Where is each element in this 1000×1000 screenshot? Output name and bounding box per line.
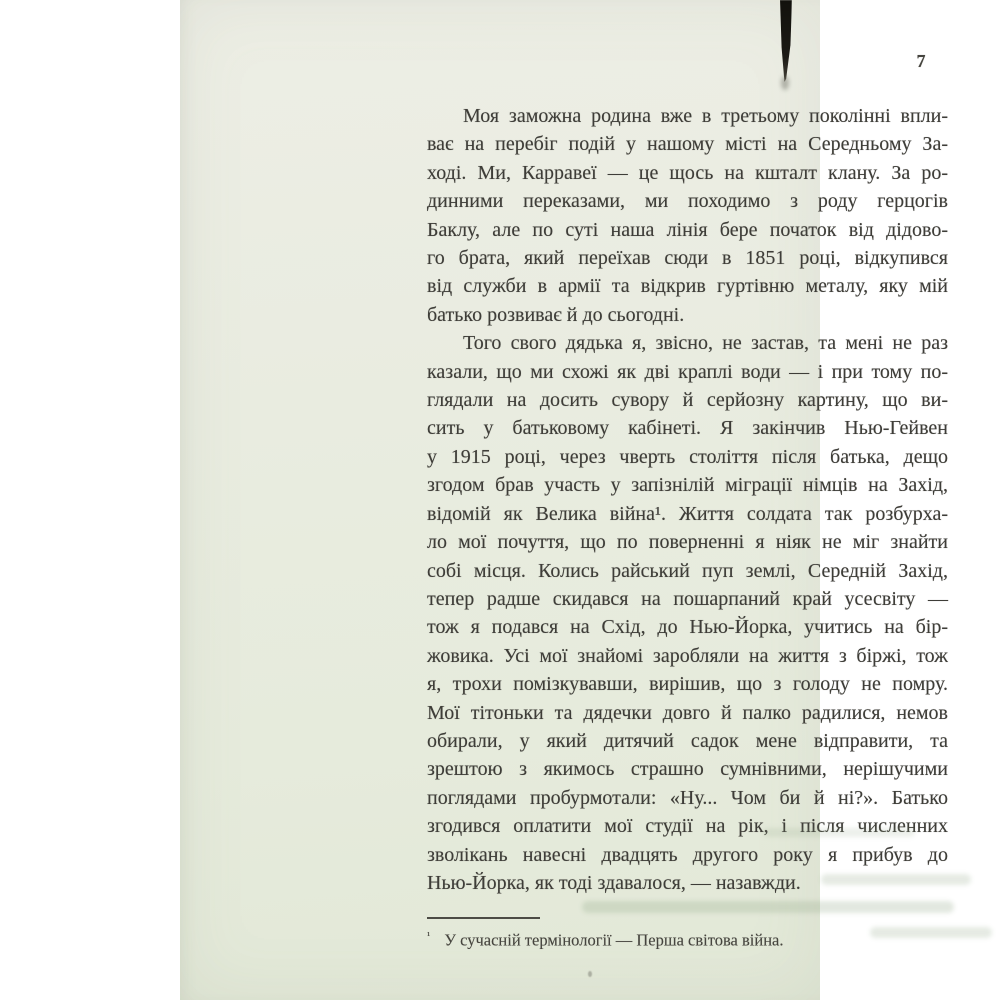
paragraph (427, 102, 948, 329)
text-line: ході. Ми, Карравеї — це щось на кшталт клану. За ро- (427, 161, 948, 184)
text-line: собі місця. Колись райський пуп землі, Середній Захід, (427, 559, 948, 582)
text-line: сить у батьковому кабінеті. Я закінчив Нью-Гейвен (427, 417, 948, 440)
text-line: го брата, який переїхав сюди в 1851 році, відкупився (427, 247, 948, 270)
bleed-through-text (582, 901, 954, 913)
text-line: відомій як Велика війна¹. Життя солдата так розбурха- (427, 502, 948, 525)
page-text (427, 102, 948, 897)
bleed-through-text (763, 828, 915, 837)
text-line: зволікань навесні двадцять другого року я прибув до (427, 843, 948, 866)
footnote-text: У сучасній термінології — Перша світова війна. (444, 930, 784, 950)
text-line: я, трохи помізкувавши, вирішив, що з голоду не помру. (427, 673, 948, 696)
book-cover-edge-smudge (781, 76, 789, 90)
text-line: батько розвиває й до сьогодні. (427, 303, 685, 326)
text-line: обирали, у який дитячий садок мене відправити, та (427, 729, 948, 752)
text-line: згодився оплатити мої студії на рік, і після численних (427, 815, 948, 838)
paper-speck (588, 971, 592, 977)
text-line: тож я подався на Схід, до Нью-Йорка, учитись на бір- (427, 616, 948, 639)
page-number: 7 (916, 51, 926, 71)
text-line: ло мої почуття, що по поверненні я ніяк не міг знайти (427, 531, 948, 554)
text-line: згодом брав участь у запізнілій міграції німців на Захід, (427, 474, 948, 497)
bleed-through-text (821, 874, 971, 885)
text-line: казали, що ми схожі як дві краплі води — і при тому по- (427, 360, 948, 383)
paragraph (427, 329, 948, 897)
text-line: поглядами пробурмотали: «Ну... Чом би й ні?». Батько (427, 786, 948, 809)
text-line: Мої тітоньки та дядечки довго й палко радилися, немов (427, 701, 948, 724)
footnote-divider (427, 917, 540, 919)
footnote (427, 926, 948, 951)
text-line: Моя заможна родина вже в третьому поколінні впли- (463, 105, 948, 127)
text-line: від служби в армії та відкрив гуртівню металу, яку мій (427, 275, 948, 298)
text-line: Того свого дядька я, звісно, не застав, та мені не раз (463, 332, 948, 355)
text-line: тепер радше скидався на пошарпаний край усесвіту — (427, 587, 948, 610)
book-page (180, 0, 948, 1000)
text-line: динними переказами, ми походимо з роду герцогів (427, 190, 948, 213)
text-line: у 1915 році, через чверть століття після батька, дещо (427, 445, 948, 468)
text-line: жовика. Усі мої знайомі заробляли на життя з біржі, тож (427, 644, 948, 667)
text-line: Баклу, але по суті наша лінія бере початок від дідово- (427, 218, 948, 241)
text-line: глядали на досить сувору й серйозну картину, що ви- (427, 389, 948, 412)
footnote-marker: ¹ (427, 930, 431, 942)
text-line: Нью-Йорка, як тоді здавалося, — назавжди. (427, 871, 801, 894)
text-line: зрештою з якимось страшно сумнівними, нерішучими (427, 758, 948, 781)
text-line: ває на перебіг подій у нашому місті на Середньому За- (427, 133, 948, 156)
